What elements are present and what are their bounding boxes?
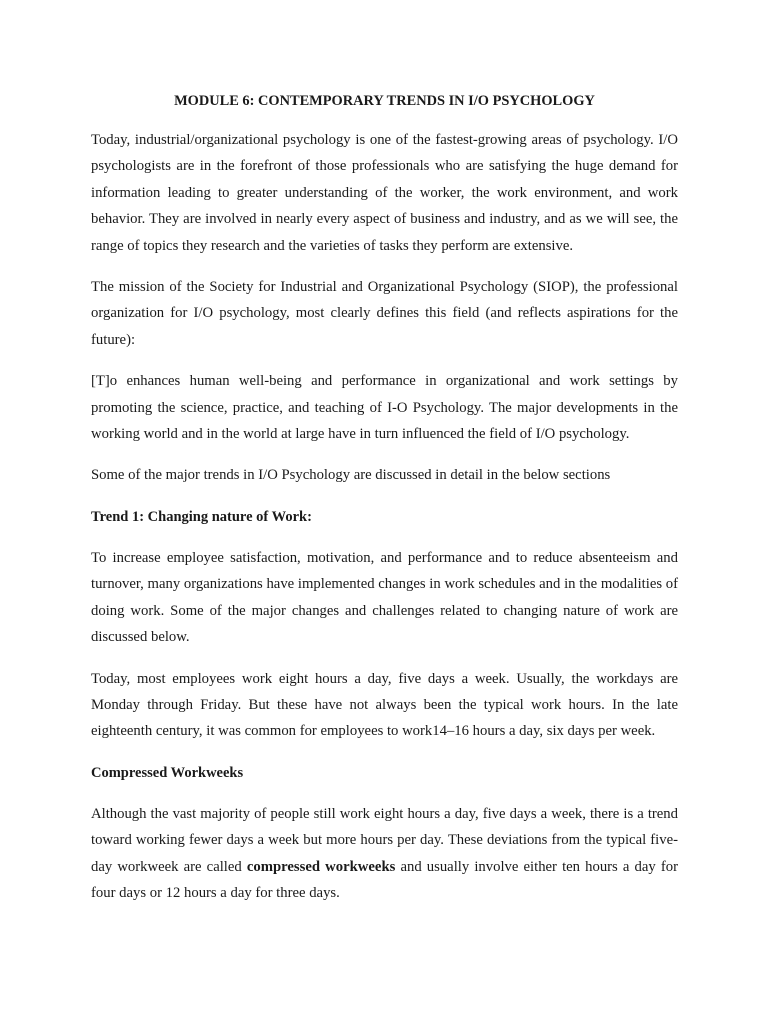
work-hours-paragraph: Today, most employees work eight hours a day, five days a week. Usually, the workdays are Monday through Friday. But these have not always been the typical work hours. In the late eighteenth century, it was common for employees to work14–16 hours a day, six days per week. (91, 670, 678, 740)
trend1-paragraph: To increase employee satisfaction, motivation, and performance and to reduce absenteeism and turnover, many organizations have implemented changes in work schedules and in the modalities of doing work. Some of the major changes and challenges related to changing nature of work are discussed below. (91, 549, 678, 646)
intro-paragraph: Today, industrial/organizational psychology is one of the fastest-growing areas of psychology. I/O psychologists are in the forefront of those professionals who are satisfying the huge demand for information leading to greater understanding of the worker, the work environment, and work behavior. They are involved in nearly every aspect of business and industry, and as we will see, the range of topics they research and the varieties of tasks they perform are extensive. (91, 132, 678, 254)
compressed-workweeks-heading: Compressed Workweeks (91, 764, 244, 781)
document-page (91, 88, 678, 921)
quote-paragraph: [T]o enhances human well-being and performance in organizational and work settings by promoting the science, practice, and teaching of I-O Psychology. The major developments in the working world and in the world at large have in turn influenced the field of I/O psychology. (91, 373, 678, 443)
compressed-text-end: and usually involve either ten hours a day for four days or 12 hours a day for three days. (91, 858, 678, 901)
mission-paragraph: The mission of the Society for Industrial and Organizational Psychology (SIOP), the professional organization for I/O psychology, most clearly defines this field (and reflects aspirations for the future): (91, 279, 678, 348)
compressed-workweeks-paragraph (91, 801, 678, 907)
trend1-heading: Trend 1: Changing nature of Work: (91, 508, 312, 525)
trends-paragraph: Some of the major trends in I/O Psychology are discussed in detail in the below sections (91, 467, 611, 484)
compressed-workweeks-term: compressed workweeks (246, 858, 396, 875)
compressed-text-start: Although the vast majority of people still work eight hours a day, five days a week, there is a trend toward working fewer days a week but more hours per day. These deviations from the typical five-day workweek are called (91, 805, 678, 875)
page-title: MODULE 6: CONTEMPORARY TRENDS IN I/O PSYCHOLOGY (174, 93, 595, 109)
